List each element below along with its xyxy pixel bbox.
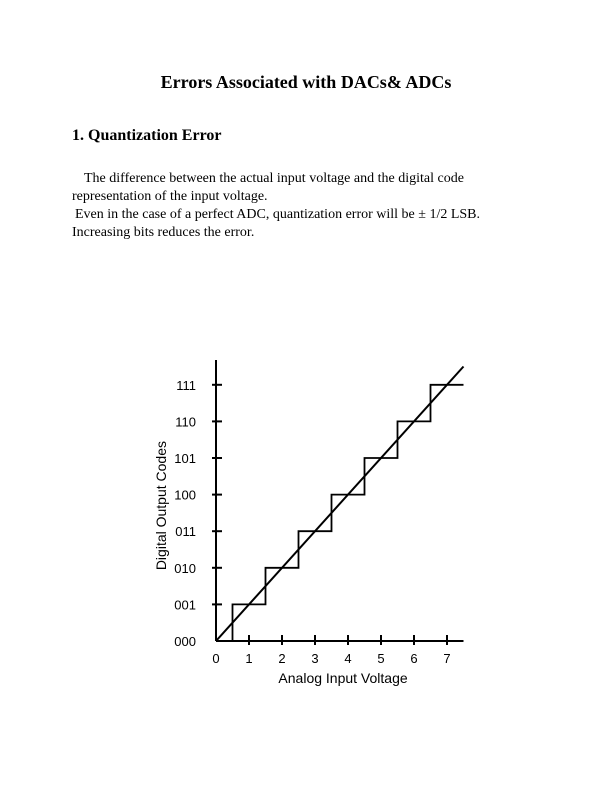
x-tick-label: 0	[212, 651, 220, 666]
x-tick-label: 4	[344, 651, 352, 666]
x-tick-label: 3	[311, 651, 319, 666]
x-tick-label: 1	[245, 651, 253, 666]
paragraph-line-4: Increasing bits reduces the error.	[72, 225, 255, 240]
x-tick-label: 7	[443, 651, 451, 666]
y-tick-label: 001	[174, 597, 196, 613]
y-axis-title: Digital Output Codes	[153, 440, 169, 571]
section-heading: 1. Quantization Error	[72, 127, 222, 144]
y-tick-label: 110	[175, 414, 196, 430]
paragraph-line-2: representation of the input voltage.	[72, 189, 268, 204]
body-paragraph	[72, 170, 552, 242]
paragraph-line-3: Even in the case of a perfect ADC, quantization error will be ± 1/2 LSB.	[75, 207, 481, 222]
x-tick-label: 6	[410, 651, 418, 666]
paragraph-line-1: The difference between the actual input voltage and the digital code	[84, 171, 464, 186]
y-tick-label: 101	[174, 451, 196, 466]
ideal-transfer-line	[216, 367, 464, 642]
y-tick-label: 010	[174, 560, 196, 576]
page-title: Errors Associated with DACs& ADCs	[160, 72, 452, 92]
y-tick-label: 011	[175, 524, 196, 540]
x-tick-label: 2	[278, 651, 286, 666]
x-axis-title: Analog Input Voltage	[278, 670, 408, 686]
y-tick-label: 000	[174, 634, 196, 649]
y-tick-label: 111	[176, 377, 196, 393]
y-tick-label: 100	[174, 487, 196, 503]
x-tick-label: 5	[377, 651, 385, 666]
quantization-chart	[148, 360, 478, 700]
quantized-staircase-line	[216, 385, 464, 641]
